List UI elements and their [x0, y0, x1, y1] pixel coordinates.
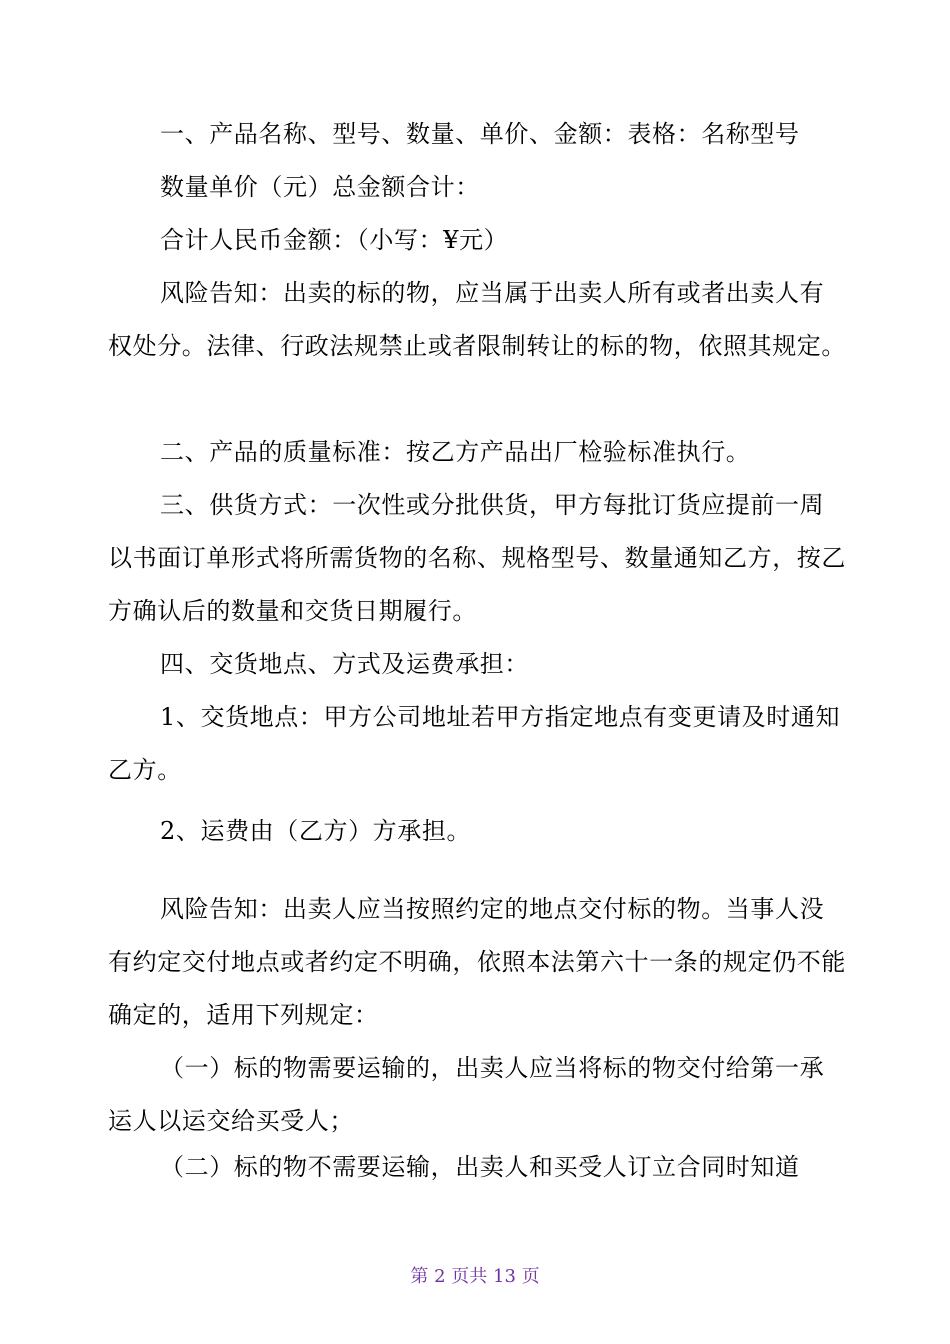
paragraph-supply-method: 三、供货方式：一次性或分批供货，甲方每批订货应提前一周以书面订单形式将所需货物的名称、规格型号、数量通知乙方，按乙方确认后的数量和交货日期履行。 [108, 491, 846, 625]
paragraph-clause-one: （一）标的物需要运输的，出卖人应当将标的物交付给第一承运人以运交给买受人； [108, 1054, 825, 1135]
paragraph-clause-two: （二）标的物不需要运输，出卖人和买受人订立合同时知道 [160, 1153, 800, 1181]
paragraph-delivery-location: 1、交货地点：甲方公司地址若甲方指定地点有变更请及时通知乙方。 [108, 703, 841, 784]
paragraph-freight-cost: 2、运费由（乙方）方承担。 [160, 817, 472, 845]
paragraph-risk-notice-delivery: 风险告知：出卖人应当按照约定的地点交付标的物。当事人没有约定交付地点或者约定不明确，依照本法第六十一条的规定仍不能确定的，适用下列规定： [108, 895, 846, 1029]
paragraph-total-amount: 合计人民币金额：（小写：¥元） [160, 226, 509, 254]
paragraph-product-table-heading: 一、产品名称、型号、数量、单价、金额：表格：名称型号 [160, 120, 800, 148]
paragraph-quality-standard: 二、产品的质量标准：按乙方产品出厂检验标准执行。 [160, 438, 751, 466]
paragraph-delivery-heading: 四、交货地点、方式及运费承担： [160, 650, 529, 678]
paragraph-risk-notice-ownership: 风险告知：出卖的标的物，应当属于出卖人所有或者出卖人有权处分。法律、行政法规禁止或者限制转让的标的物，依照其规定。 [108, 279, 846, 360]
paragraph-table-columns: 数量单价（元）总金额合计： [160, 173, 480, 201]
page-number-footer: 第 2 页共 13 页 [410, 1266, 540, 1287]
